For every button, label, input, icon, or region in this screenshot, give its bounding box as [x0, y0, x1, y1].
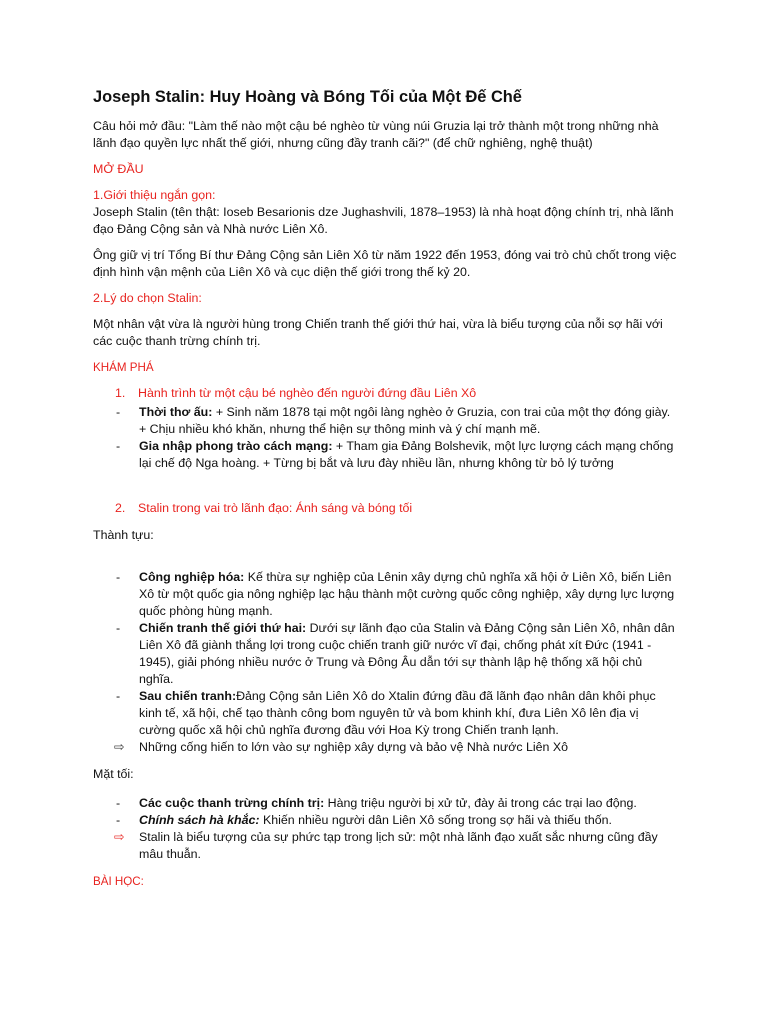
list-item	[93, 569, 678, 620]
paragraph-gioi-thieu-1: Joseph Stalin (tên thật: Ioseb Besarionis dze Jughashvili, 1878–1953) là nhà hoạt động chính trị, nhà lãnh đạo Đảng Cộng sản và Nhà nước Liên Xô.	[93, 205, 674, 236]
spacer	[93, 553, 678, 569]
label-mat-toi: Mặt tối:	[93, 767, 134, 781]
bullet-text: Những cống hiến to lớn vào sự nghiệp xây dựng và bảo vệ Nhà nước Liên Xô	[139, 740, 568, 754]
bullet-text: Kế thừa sự nghiệp của Lênin xây dựng chủ nghĩa xã hội ở Liên Xô, biến Liên Xô từ một quốc gia nông nghiệp lạc hậu thành một cường quốc công nghiệp, xây dựng lực lượng quốc phòng hùng mạnh.	[139, 570, 675, 618]
bullet-label: Chính sách hà khắc:	[139, 813, 260, 827]
spacer	[93, 474, 678, 500]
document-title: Joseph Stalin: Huy Hoàng và Bóng Tối của Một Đế Chế	[93, 88, 522, 106]
numbered-section-2	[93, 500, 678, 517]
bullet-label: Thời thơ ấu:	[139, 405, 213, 419]
bullet-list-section-1	[93, 404, 678, 472]
numbered-section-1	[93, 385, 678, 402]
bullet-label: Sau chiến tranh:	[139, 689, 237, 703]
subheading-ly-do: 2.Lý do chọn Stalin:	[93, 291, 202, 305]
intro-question: Câu hỏi mở đầu: "Làm thế nào một cậu bé nghèo từ vùng núi Gruzia lại trở thành một trong những nhà lãnh đạo quyền lực nhất thế giới, nhưng cũng đầy tranh cãi?" (để chữ nghiêng, nghệ thuật)	[93, 119, 659, 150]
list-item	[93, 688, 678, 739]
list-item	[93, 500, 678, 517]
list-number: 2.	[115, 501, 126, 515]
list-item	[93, 739, 678, 756]
bullet-label: Công nghiệp hóa:	[139, 570, 245, 584]
heading-bai-hoc: BÀI HỌC:	[93, 875, 144, 888]
bullet-text: + Tham gia Đảng Bolshevik, một lực lượng cách mạng chống lại chế độ Nga hoàng. + Từng bị bắt và lưu đày nhiều lần, nhưng không từ bỏ lý tưởng	[139, 439, 674, 470]
label-thanh-tuu: Thành tựu:	[93, 528, 154, 542]
bullet-list-mat-toi	[93, 795, 678, 863]
dash-bullet: -	[116, 439, 121, 453]
bullet-text: Dưới sự lãnh đạo của Stalin và Đảng Cộng sản Liên Xô, nhân dân Liên Xô đã giành thắng lợi trong cuộc chiến tranh giữ nước vĩ đại, chống phát xít Đức (1941 - 1945), giải phóng nhiều nước ở Trung và Đông Âu dẫn tới sự thành lập hệ thống xã hội chủ nghĩa.	[139, 621, 675, 686]
list-number: 1.	[115, 386, 126, 400]
list-item	[93, 812, 678, 829]
bullet-text: Hàng triệu người bị xử tử, đày ải trong các trại lao động.	[324, 796, 637, 810]
arrow-bullet-icon: ⇨	[114, 830, 125, 844]
bullet-text: Khiến nhiều người dân Liên Xô sống trong sợ hãi và thiếu thốn.	[259, 813, 612, 827]
bullet-label: Các cuộc thanh trừng chính trị:	[139, 796, 325, 810]
list-item	[93, 795, 678, 812]
paragraph-ly-do: Một nhân vật vừa là người hùng trong Chiến tranh thế giới thứ hai, vừa là biểu tượng của nỗi sợ hãi với các cuộc thanh trừng chính trị.	[93, 317, 663, 348]
list-item	[93, 404, 678, 438]
arrow-bullet-icon: ⇨	[114, 740, 125, 754]
subheading-gioi-thieu: 1.Giới thiệu ngắn gọn:	[93, 188, 216, 202]
list-item	[93, 438, 678, 472]
dash-bullet: -	[116, 405, 121, 419]
dash-bullet: -	[116, 621, 121, 635]
heading-kham-pha: KHÁM PHÁ	[93, 361, 154, 374]
bullet-label: Gia nhập phong trào cách mạng:	[139, 439, 333, 453]
section-title: Stalin trong vai trò lãnh đạo: Ánh sáng và bóng tối	[138, 501, 413, 515]
document-page	[93, 86, 678, 899]
dash-bullet: -	[116, 570, 121, 584]
bullet-text: + Sinh năm 1878 tại một ngôi làng nghèo ở Gruzia, con trai của một thợ đóng giày. + Chịu nhiều khó khăn, nhưng thể hiện sự thông minh và ý chí mạnh mẽ.	[139, 405, 671, 436]
dash-bullet: -	[116, 796, 121, 810]
dash-bullet: -	[116, 689, 121, 703]
list-item	[93, 385, 678, 402]
paragraph-gioi-thieu-2: Ông giữ vị trí Tổng Bí thư Đảng Cộng sản Liên Xô từ năm 1922 đến 1953, đóng vai trò chủ chốt trong việc định hình vận mệnh của Liên Xô và cục diện thế giới trong thế kỷ 20.	[93, 248, 677, 279]
heading-mo-dau: MỞ ĐẦU	[93, 162, 144, 176]
bullet-list-thanh-tuu	[93, 569, 678, 756]
bullet-text: Stalin là biểu tượng của sự phức tạp trong lịch sử: một nhà lãnh đạo xuất sắc nhưng cũng đầy mâu thuẫn.	[139, 830, 658, 861]
section-title: Hành trình từ một cậu bé nghèo đến người đứng đầu Liên Xô	[138, 386, 477, 400]
dash-bullet: -	[116, 813, 121, 827]
bullet-label: Chiến tranh thế giới thứ hai:	[139, 621, 307, 635]
bullet-text: Đảng Cộng sản Liên Xô do Xtalin đứng đầu đã lãnh đạo nhân dân khôi phục kinh tế, xã hội, chế tạo thành công bom nguyên tử và bom khinh khí, đưa Liên Xô lên địa vị cường quốc xã hội chủ nghĩa đương đầu với Hoa Kỳ trong Chiến tranh lạnh.	[139, 689, 656, 737]
list-item	[93, 829, 678, 863]
list-item	[93, 620, 678, 688]
